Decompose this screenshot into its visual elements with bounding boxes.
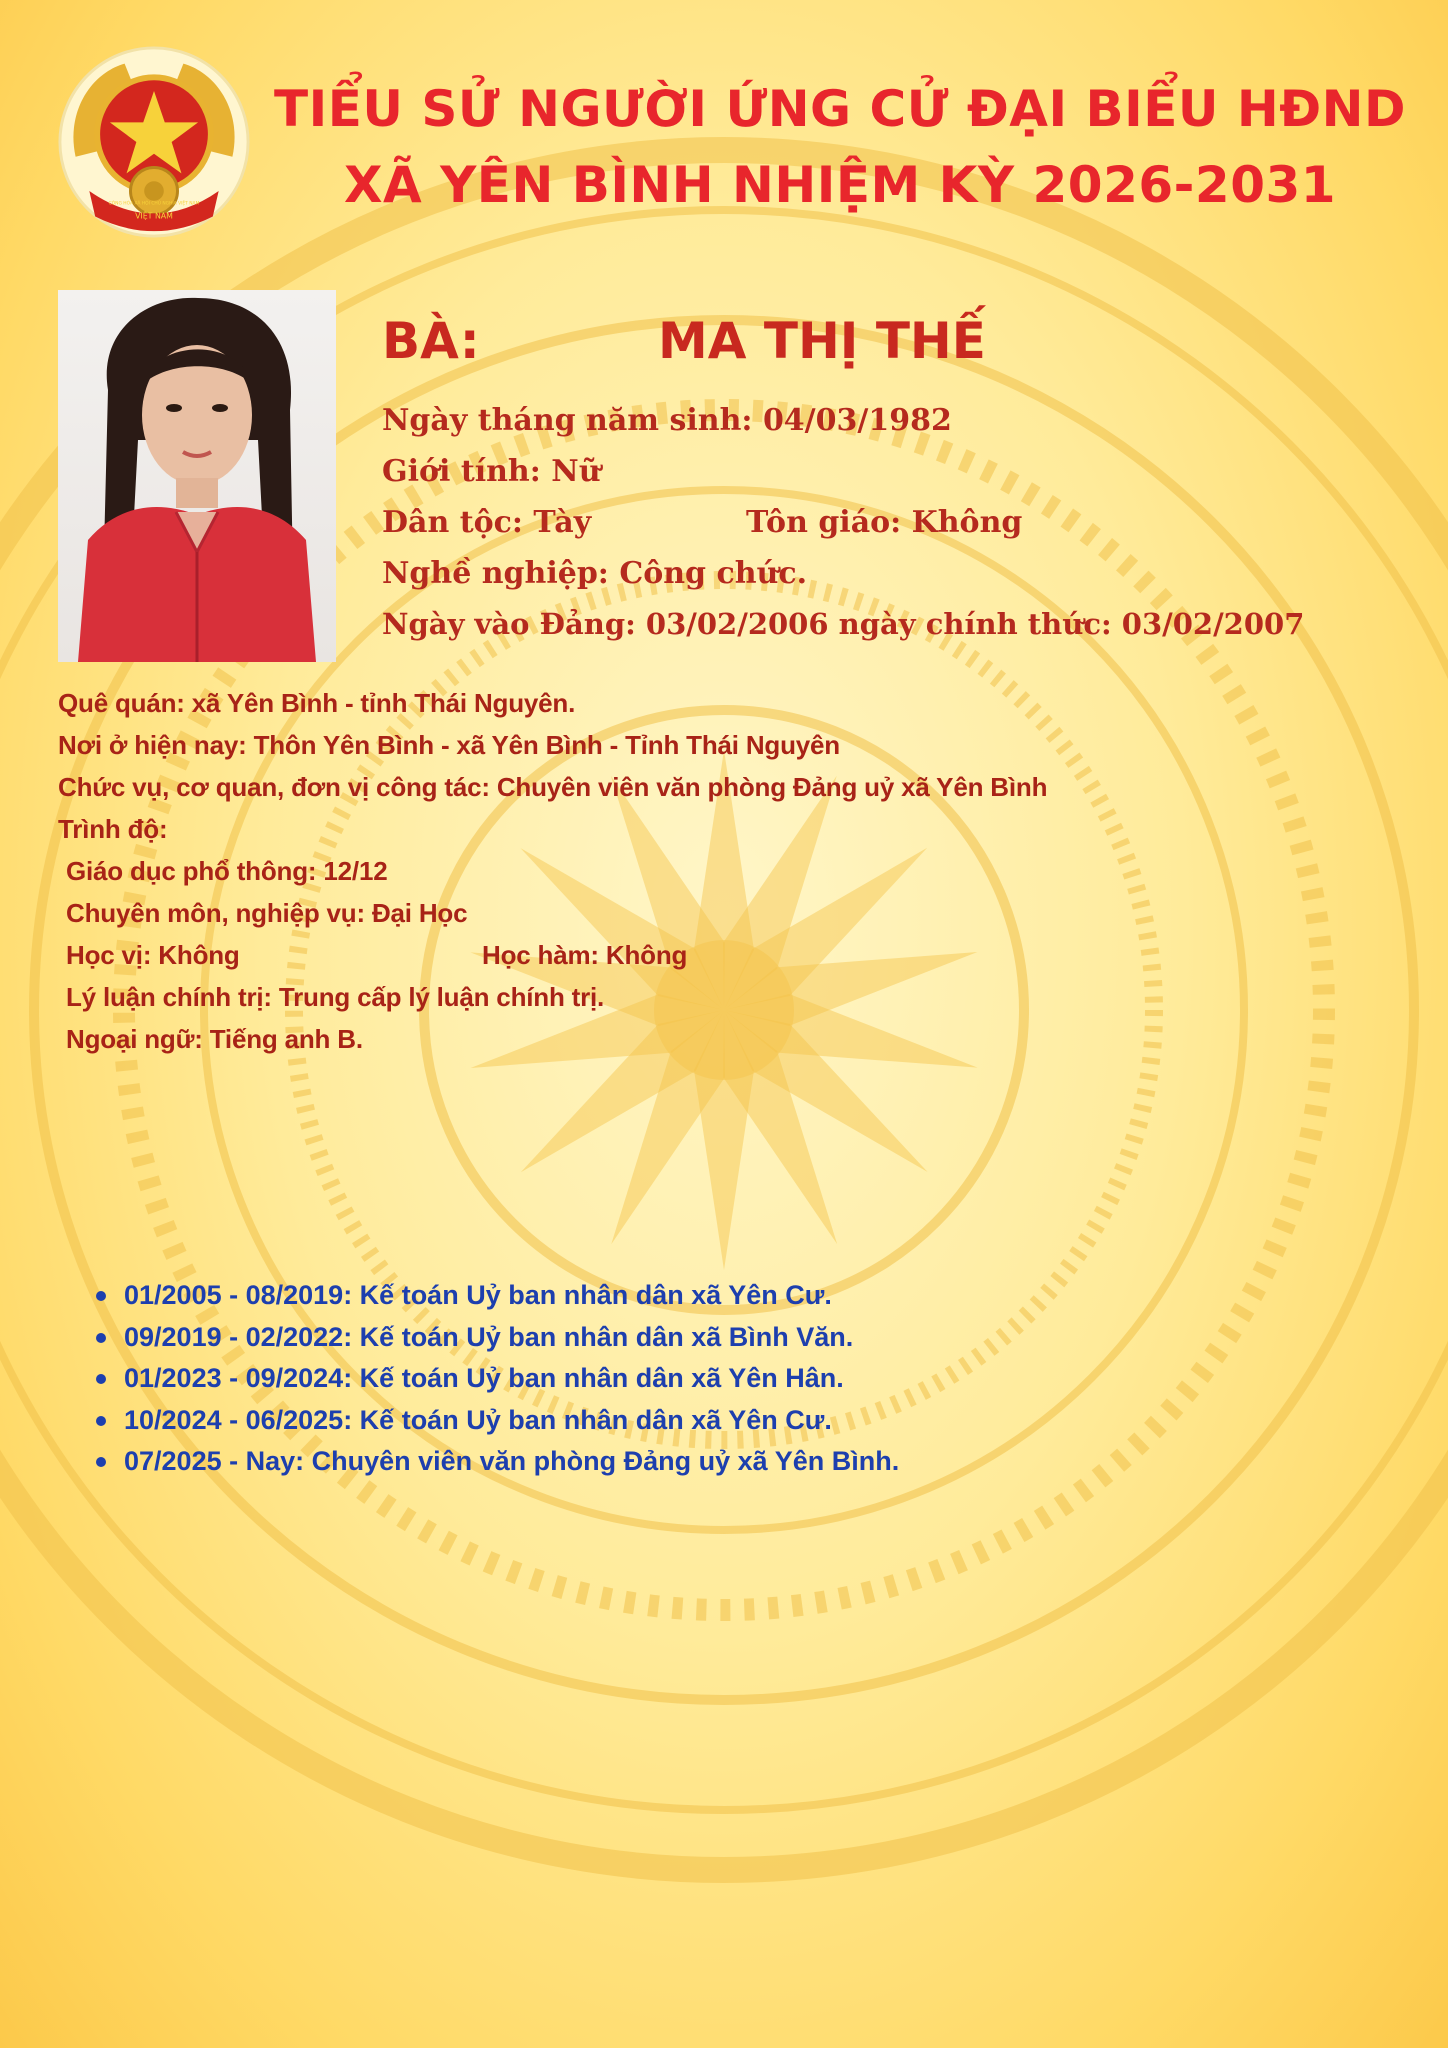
occupation-value: Công chức. (619, 556, 808, 591)
party-date-line (382, 607, 1304, 641)
position-line: Chức vụ, cơ quan, đơn vị công tác: Chuyên viên văn phòng Đảng uỷ xã Yên Bình (58, 772, 1048, 802)
bullet-icon (96, 1457, 106, 1467)
bullet-icon (96, 1333, 106, 1343)
svg-text:VIỆT NAM: VIỆT NAM (135, 211, 173, 221)
occupation-label: Nghề nghiệp: (382, 556, 609, 591)
general-education-line: Giáo dục phổ thông: 12/12 (66, 856, 388, 886)
residence-line: Nơi ở hiện nay: Thôn Yên Bình - xã Yên Bình - Tỉnh Thái Nguyên (58, 730, 840, 760)
ethnicity-line (382, 505, 591, 540)
degree-line: Học vị: Không (66, 940, 240, 970)
foreign-language-line: Ngoại ngữ: Tiếng anh B. (66, 1024, 363, 1054)
list-item (92, 1441, 899, 1483)
national-emblem-icon (56, 44, 252, 240)
list-item (92, 1317, 899, 1359)
svg-text:CỘNG HÒA XÃ HỘI CHỦ NGHĨA VIỆT: CỘNG HÒA XÃ HỘI CHỦ NGHĨA VIỆT NAM (108, 201, 200, 207)
career-item-text: 09/2019 - 02/2022: Kế toán Uỷ ban nhân dân xã Bình Văn. (124, 1321, 854, 1352)
list-item (92, 1275, 899, 1317)
career-item-text: 10/2024 - 06/2025: Kế toán Uỷ ban nhân dân xã Yên Cư. (124, 1404, 832, 1435)
career-item-text: 01/2005 - 08/2019: Kế toán Uỷ ban nhân dân xã Yên Cư. (124, 1280, 832, 1310)
gender-value: Nữ (551, 454, 601, 489)
candidate-photo (58, 290, 336, 662)
page-title-line-1: TIỂU SỬ NGƯỜI ỨNG CỬ ĐẠI BIỂU HĐND (274, 80, 1406, 138)
political-theory-line: Lý luận chính trị: Trung cấp lý luận chính trị. (66, 982, 605, 1012)
career-list (92, 1275, 899, 1483)
page-title-line-2: XÃ YÊN BÌNH NHIỆM KỲ 2026-2031 (343, 156, 1337, 214)
birth-date-value: 04/03/1982 (762, 403, 952, 438)
birth-date-line (382, 403, 952, 438)
education-heading: Trình độ: (58, 814, 168, 844)
hometown-line: Quê quán: xã Yên Bình - tỉnh Thái Nguyên. (58, 688, 576, 718)
party-date-value: 03/02/2006 ngày chính thức: 03/02/2007 (645, 607, 1305, 641)
career-item-text: 01/2023 - 09/2024: Kế toán Uỷ ban nhân dân xã Yên Hân. (124, 1363, 844, 1393)
professional-line: Chuyên môn, nghiệp vụ: Đại Học (66, 898, 468, 928)
birth-date-label: Ngày tháng năm sinh: (382, 403, 753, 438)
ethnicity-label: Dân tộc: (382, 505, 523, 540)
bullet-icon (96, 1291, 106, 1301)
religion-label: Tôn giáo: (746, 505, 902, 540)
gender-line (382, 454, 601, 489)
candidate-name: MA THỊ THẾ (658, 312, 986, 370)
religion-line (746, 505, 1022, 540)
bullet-icon (96, 1374, 106, 1384)
party-date-label: Ngày vào Đảng: (382, 607, 636, 641)
candidate-salutation: BÀ: (382, 312, 480, 370)
career-item-text: 07/2025 - Nay: Chuyên viên văn phòng Đảng uỷ xã Yên Bình. (124, 1446, 900, 1476)
ethnicity-value: Tày (533, 505, 592, 540)
bullet-icon (96, 1416, 106, 1426)
list-item (92, 1400, 899, 1442)
academic-rank-line: Học hàm: Không (482, 940, 688, 970)
gender-label: Giới tính: (382, 454, 541, 489)
list-item (92, 1358, 899, 1400)
occupation-line (382, 556, 807, 591)
religion-value: Không (911, 505, 1023, 540)
